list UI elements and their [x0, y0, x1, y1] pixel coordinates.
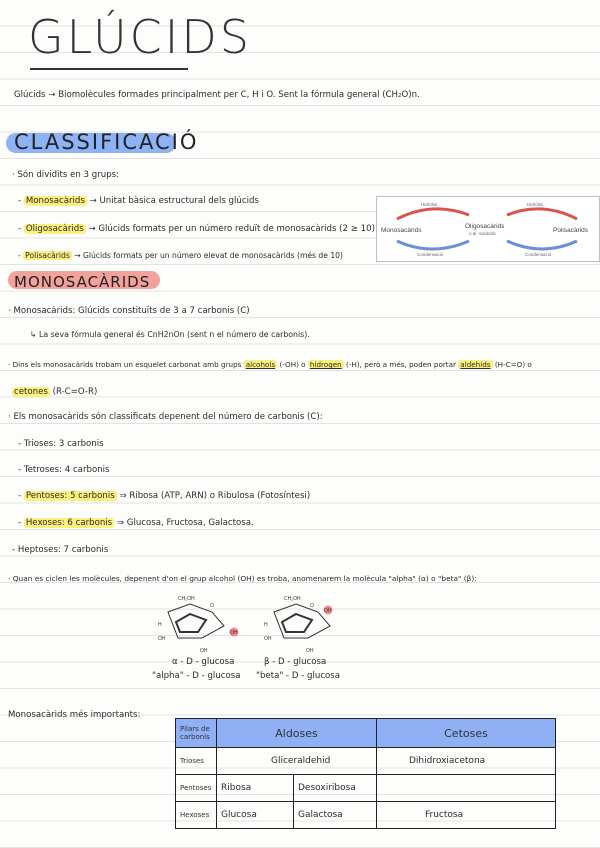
- mono-type-label: Heptoses: 7 carbonis: [17, 545, 109, 555]
- group-term: Polisacàrids: [25, 251, 70, 260]
- text-segment: (-H), però a més, poden portar: [346, 360, 456, 369]
- mono-type-item: - Hexoses: 6 carbonis ⇒ Glucosa, Fructosa, Galactosa.: [18, 518, 254, 528]
- group-desc: → Unitat bàsica estructural dels glúcids: [89, 196, 259, 206]
- page-title: GLÚCIDS: [28, 10, 252, 64]
- column-header-cetoses: Cetoses: [377, 719, 556, 748]
- group-desc: → Glúcids formats per un número reduït de monosacàrids (2 ≥ 10): [88, 224, 375, 234]
- beta-name: β - D - glucosa: [264, 657, 327, 667]
- atom-label: OH: [158, 636, 166, 642]
- mono-type-label: Tetroses: 4 carbonis: [23, 465, 110, 475]
- group-desc: → Glúcids formats per un número elevat de monosacàrids (més de 10): [74, 251, 343, 260]
- diagram-label-left: Monosacàrids: [381, 227, 422, 234]
- text-segment: (H-C=O) o: [494, 360, 532, 369]
- diagram-label-condensation: Condensació: [417, 252, 444, 257]
- group-item: - Monosacàrids → Unitat bàsica estructural dels glúcids: [18, 196, 259, 206]
- alpha-glucose-structure: [150, 592, 250, 656]
- term-aldehids: aldehids: [460, 360, 491, 369]
- beta-glucose-structure: [256, 592, 356, 656]
- ring-bond-bold: [176, 614, 206, 632]
- atom-label: H: [158, 622, 162, 628]
- mono-type-item: - Trioses: 3 carbonis: [18, 439, 104, 449]
- diagram-label-center: Oligosacàrids: [465, 223, 505, 230]
- table-cell: [377, 775, 556, 802]
- group-item: - Oligosacàrids → Glúcids formats per un número reduït de monosacàrids (2 ≥ 10): [18, 224, 375, 234]
- hydrolysis-arrow-left: [397, 209, 469, 219]
- atom-label: OH: [324, 608, 332, 614]
- mono-type-extra: ⇒ Ribosa (ATP, ARN) o Ribulosa (Fotosíntesi): [119, 491, 311, 501]
- row-label: Pentoses: [176, 775, 217, 802]
- table-header-row: [176, 719, 556, 748]
- mono-definition: · Monosacàrids: Glúcids constituïts de 3 a 7 carbonis (C): [8, 306, 250, 316]
- group-term: Oligosacàrids: [25, 224, 84, 234]
- mono-type-label: Pentoses: 5 carbonis: [25, 491, 115, 501]
- diagram-label-center-sub: o di- sacàrids: [469, 231, 496, 236]
- monosaccharide-table: [175, 718, 556, 829]
- condensation-arrow-left: [397, 241, 469, 249]
- table-row: [176, 775, 556, 802]
- diagram-label-right: Polisacàrids: [553, 227, 589, 234]
- term-alcohols: alcohols: [245, 360, 276, 369]
- table-corner: Pilars de carbonis: [176, 719, 217, 748]
- mono-type-item: - Tetroses: 4 carbonis: [18, 465, 110, 475]
- ring-bond-bold: [282, 614, 312, 632]
- condensation-arrow-right: [507, 241, 577, 249]
- mono-formula: ↳ La seva fórmula general és CnH2nOn (sent n el número de carbonis).: [30, 330, 310, 339]
- alpha-alt-name: "alpha" - D - glucosa: [152, 671, 241, 681]
- mono-classification-intro: · Els monosacàrids són classificats depenent del número de carbonis (C):: [8, 412, 323, 422]
- atom-label: OH: [306, 648, 314, 654]
- section-heading-classificacio: [14, 130, 198, 154]
- atom-label: CH₂OH: [178, 596, 195, 602]
- section-heading-text: MONOSACÀRIDS: [14, 273, 151, 291]
- term-cetones: cetones: [14, 387, 48, 397]
- diagram-label-hydrolysis: Hidròlisi: [421, 202, 438, 207]
- mono-type-item: - Pentoses: 5 carbonis ⇒ Ribosa (ATP, ARN) o Ribulosa (Fotosíntesi): [18, 491, 311, 501]
- text-segment: (-OH) o: [279, 360, 306, 369]
- alpha-beta-explanation: · Quan es ciclen les molècules, depenent d'on el grup alcohol (OH) es troba, anomenarem la molècula "alpha" (α) o "beta" (β):: [8, 574, 477, 583]
- row-label: Trioses: [176, 748, 217, 775]
- group-item: - Polisacàrids → Glúcids formats per un número elevat de monosacàrids (més de 10): [18, 251, 343, 260]
- table-row: [176, 802, 556, 829]
- table-cell: Galactosa: [294, 802, 377, 829]
- cell-text: Gliceraldehid: [271, 756, 331, 766]
- mono-groups-line: [8, 360, 532, 369]
- text-segment: (R-C=O-R): [52, 387, 98, 397]
- diagram-label-hydrolysis: Hidròlisi: [527, 202, 544, 207]
- classificacio-intro: · Són dividits en 3 grups:: [12, 170, 120, 180]
- alpha-name: α - D - glucosa: [172, 657, 235, 667]
- row-label: Hexoses: [176, 802, 217, 829]
- table-row: [176, 748, 556, 775]
- title-underline: [30, 68, 188, 70]
- cell-text: Dihidroxiacetona: [409, 756, 486, 766]
- mono-type-extra: ⇒ Glucosa, Fructosa, Galactosa.: [116, 518, 254, 528]
- beta-alt-name: "beta" - D - glucosa: [256, 671, 341, 681]
- hydrolysis-diagram: [376, 196, 600, 262]
- diagram-label-condensation: Condensació: [525, 252, 552, 257]
- table-caption: Monosacàrids més importants:: [8, 710, 141, 720]
- table-cell: [377, 802, 556, 829]
- intro-text: Glúcids → Biomolècules formades principalment per C, H i O. Sent la fórmula general (CH₂O)n.: [14, 90, 420, 100]
- atom-label: OH: [264, 636, 272, 642]
- hydrolysis-arrow-right: [507, 209, 577, 219]
- mono-type-label: Trioses: 3 carbonis: [23, 439, 104, 449]
- column-header-aldoses: Aldoses: [217, 719, 377, 748]
- cell-text: Fructosa: [425, 810, 464, 820]
- atom-label: H: [264, 622, 268, 628]
- text-segment: · Dins els monosacàrids trobam un esquelet carbonat amb grups: [8, 360, 242, 369]
- mono-cetones-line: [12, 387, 97, 397]
- table-cell: Desoxiribosa: [294, 775, 377, 802]
- section-heading-text: CLASSIFICACIÓ: [14, 130, 199, 154]
- section-heading-monosacarids: [14, 272, 150, 291]
- atom-label: O: [210, 603, 214, 609]
- table-cell: Ribosa: [217, 775, 294, 802]
- mono-type-item: - Heptoses: 7 carbonis: [12, 545, 109, 555]
- table-cell: [217, 748, 377, 775]
- table-cell: Glucosa: [217, 802, 294, 829]
- atom-label: OH: [230, 630, 238, 636]
- atom-label: CH₂OH: [284, 596, 301, 602]
- atom-label: O: [310, 603, 314, 609]
- table-cell: [377, 748, 556, 775]
- group-term: Monosacàrids: [25, 196, 85, 206]
- atom-label: OH: [200, 648, 208, 654]
- mono-type-label: Hexoses: 6 carbonis: [25, 518, 113, 528]
- term-hidrogen: hidrogen: [309, 360, 342, 369]
